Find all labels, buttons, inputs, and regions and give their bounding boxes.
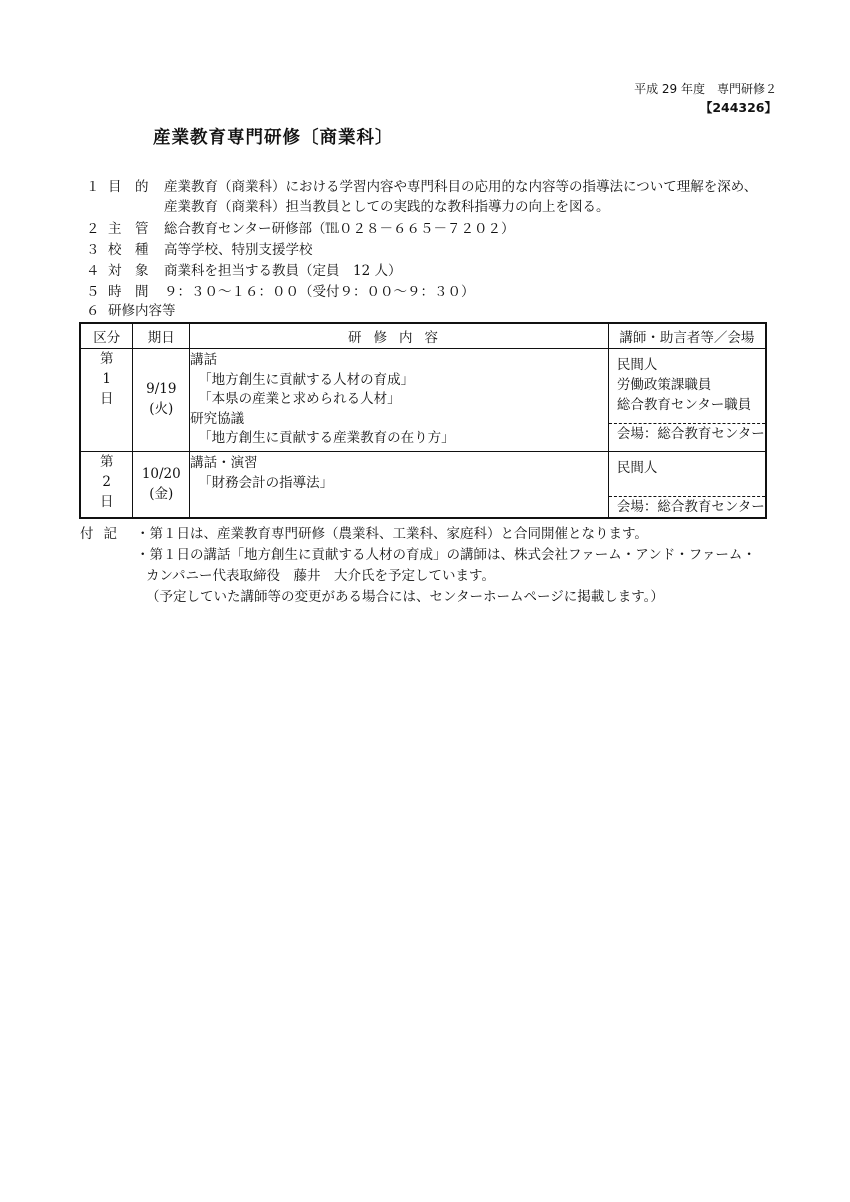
item-number: ４ <box>86 263 100 279</box>
item-value: ９：３０～１６：００（受付９：００～９：３０） <box>164 284 475 300</box>
day-cell <box>80 349 133 452</box>
day-char: 日 <box>99 391 114 407</box>
column-header-kubun: 区分 <box>80 323 133 349</box>
venue: 会場：総合教育センター <box>609 496 765 517</box>
content-line: 講話 <box>190 352 218 368</box>
content-line: 研究協議 <box>190 410 245 427</box>
item-organizer <box>86 219 514 239</box>
item-value: 商業科を担当する教員（定員 12 人） <box>164 263 402 279</box>
header-program-code: 平成 29 年度 専門研修２ <box>634 82 777 96</box>
day-number: 1 <box>102 371 111 387</box>
note-line: ・第１日は、産業教育専門研修（農業科、工業科、家庭科）と合同開催となります。 <box>136 526 648 542</box>
item-label: 目 的 <box>108 179 149 195</box>
lecturer-item: 民間人 <box>616 357 658 373</box>
content-cell <box>190 452 609 519</box>
item-number: １ <box>86 179 100 195</box>
lecturer-cell <box>608 349 766 452</box>
day-char: 日 <box>99 494 114 510</box>
day-cell <box>80 452 133 519</box>
content-line: 「地方創生に貢献する産業教育の在り方」 <box>198 430 455 446</box>
date-cell <box>133 452 190 519</box>
content-line: 「地方創生に貢献する人材の育成」 <box>198 371 415 388</box>
date-value: 9/19 <box>146 381 177 397</box>
item-target <box>86 261 401 281</box>
lecturer-list <box>609 452 765 496</box>
lecturer-item: 民間人 <box>616 460 658 476</box>
item-training-content <box>86 301 176 321</box>
column-header-content: 研修内容 <box>190 323 609 349</box>
item-number: ５ <box>86 284 100 300</box>
schedule-table <box>79 322 767 519</box>
weekday-value: (金) <box>149 486 174 502</box>
note-line: ・第１日の講話「地方創生に貢献する人材の育成」の講師は、株式会社ファーム・アンド・ファーム・ <box>136 547 756 563</box>
day-number: 2 <box>102 474 111 490</box>
table-row <box>80 349 766 452</box>
item-label: 時 間 <box>108 284 149 300</box>
column-header-date: 期日 <box>133 323 190 349</box>
lecturer-list <box>609 349 765 423</box>
notes-label: 付記 <box>80 526 127 542</box>
note-line: カンパニー代表取締役 藤井 大介氏を予定しています。 <box>146 568 495 584</box>
weekday-value: (火) <box>149 401 174 417</box>
item-label: 研修内容等 <box>108 303 176 319</box>
lecturer-cell <box>608 452 766 519</box>
item-label: 対 象 <box>108 263 149 279</box>
item-school-type <box>86 240 313 260</box>
lecturer-item: 総合教育センター職員 <box>616 397 752 413</box>
date-cell <box>133 349 190 452</box>
note-line: （予定していた講師等の変更がある場合には、センターホームページに掲載します。） <box>146 589 664 605</box>
item-number: ３ <box>86 242 100 258</box>
content-cell <box>190 349 609 452</box>
header-course-id: 【244326】 <box>699 100 777 115</box>
content-line: 「財務会計の指導法」 <box>198 474 334 491</box>
item-value: 高等学校、特別支援学校 <box>164 242 313 258</box>
page-title: 産業教育専門研修〔商業科〕 <box>153 128 394 148</box>
item-label: 主 管 <box>108 221 149 237</box>
venue: 会場：総合教育センター <box>609 423 765 444</box>
table-row <box>80 452 766 519</box>
item-purpose <box>86 177 757 197</box>
date-value: 10/20 <box>141 466 181 482</box>
item-label: 校 種 <box>108 242 149 258</box>
day-char: 第 <box>99 454 114 470</box>
content-line: 講話・演習 <box>190 455 258 471</box>
item-value: 産業教育（商業科）における学習内容や専門科目の応用的な内容等の指導法について理解を深め、 <box>164 179 758 195</box>
item-number: ６ <box>86 303 100 319</box>
lecturer-item: 労働政策課職員 <box>616 377 712 393</box>
table-header-row <box>80 323 766 349</box>
item-time <box>86 282 475 302</box>
item-value: 総合教育センター研修部（℡０２８－６６５－７２０２） <box>164 221 515 237</box>
item-purpose-continued: 産業教育（商業科）担当教員としての実践的な教科指導力の向上を図る。 <box>164 199 610 215</box>
day-char: 第 <box>99 351 114 367</box>
column-header-lecturer: 講師・助言者等／会場 <box>608 323 766 349</box>
item-number: ２ <box>86 221 100 237</box>
content-line: 「本県の産業と求められる人材」 <box>198 391 401 407</box>
